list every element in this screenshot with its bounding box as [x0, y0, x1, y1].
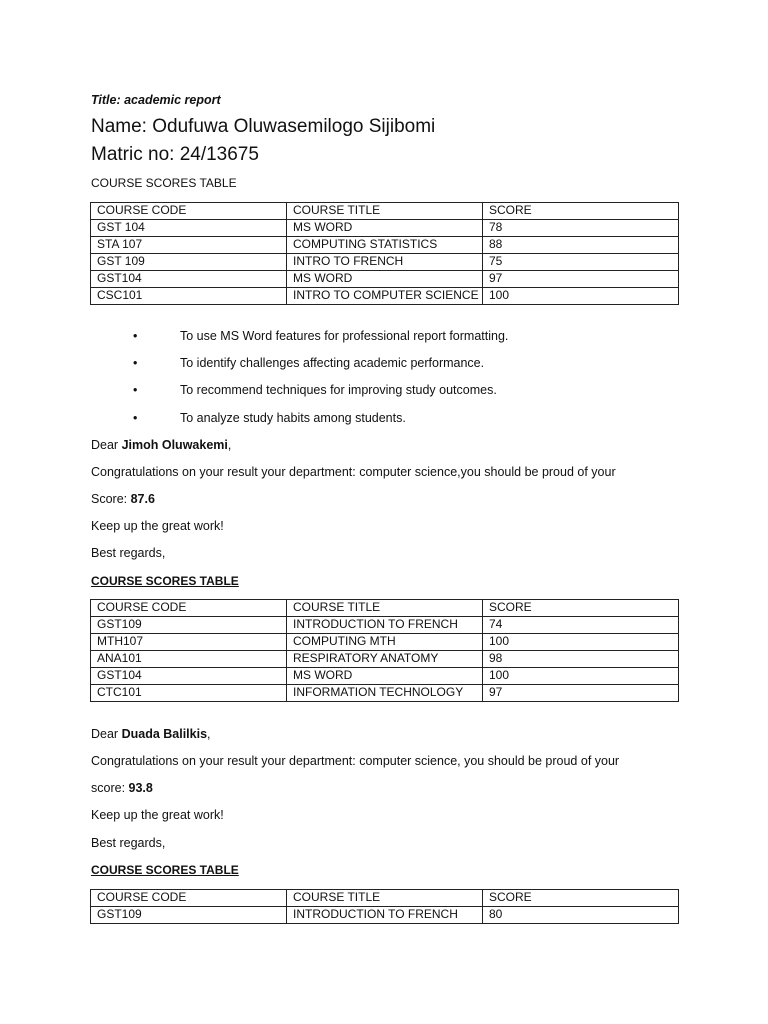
- cell-course-code: CTC101: [91, 685, 287, 702]
- table-caption: COURSE SCORES TABLE: [91, 574, 239, 588]
- cell-score: 100: [483, 634, 679, 651]
- header-course-code: COURSE CODE: [91, 600, 287, 617]
- table-row: [91, 288, 679, 305]
- cell-course-title: INFORMATION TECHNOLOGY: [287, 685, 483, 702]
- cell-course-code: GST104: [91, 271, 287, 288]
- list-item: To analyze study habits among students.: [180, 411, 406, 425]
- score-label: Score:: [91, 492, 131, 506]
- cell-course-title: INTRO TO COMPUTER SCIENCE: [287, 288, 483, 305]
- cell-course-code: GST 109: [91, 254, 287, 271]
- list-item: To use MS Word features for professional report formatting.: [180, 329, 509, 343]
- recipient-name: Duada Balilkis: [121, 727, 208, 741]
- table-row: [91, 254, 679, 271]
- score-line: [91, 781, 153, 795]
- salutation-comma: ,: [207, 727, 211, 741]
- cell-score: 97: [483, 685, 679, 702]
- header-course-code: COURSE CODE: [91, 203, 287, 220]
- cell-course-code: MTH107: [91, 634, 287, 651]
- salutation: [91, 727, 211, 741]
- cell-score: 78: [483, 220, 679, 237]
- table-caption: COURSE SCORES TABLE: [91, 176, 237, 190]
- header-course-code: COURSE CODE: [91, 890, 287, 907]
- bullet-icon: •: [133, 329, 138, 343]
- bullet-icon: •: [133, 383, 138, 397]
- cell-course-title: INTRODUCTION TO FRENCH: [287, 907, 483, 924]
- cell-course-title: MS WORD: [287, 668, 483, 685]
- cell-course-title: COMPUTING MTH: [287, 634, 483, 651]
- table-header-row: [91, 890, 679, 907]
- cell-course-title: INTRODUCTION TO FRENCH: [287, 617, 483, 634]
- cell-score: 75: [483, 254, 679, 271]
- sign-off: Best regards,: [91, 836, 166, 850]
- cell-course-code: ANA101: [91, 651, 287, 668]
- salutation-comma: ,: [227, 438, 232, 452]
- header-course-title: COURSE TITLE: [287, 203, 483, 220]
- cell-course-title: MS WORD: [287, 271, 483, 288]
- header-score: SCORE: [483, 890, 679, 907]
- document-title: Title: academic report: [91, 93, 221, 107]
- cell-score: 80: [483, 907, 679, 924]
- table-caption: COURSE SCORES TABLE: [91, 863, 239, 877]
- congratulations-text: Congratulations on your result your department: computer science, you should be proud of your: [91, 754, 620, 768]
- header-score: SCORE: [483, 203, 679, 220]
- salutation: [91, 438, 231, 452]
- table-header-row: [91, 203, 679, 220]
- header-course-title: COURSE TITLE: [287, 890, 483, 907]
- cell-course-code: GST109: [91, 617, 287, 634]
- cell-course-title: RESPIRATORY ANATOMY: [287, 651, 483, 668]
- cell-course-code: GST 104: [91, 220, 287, 237]
- table-row: [91, 634, 679, 651]
- sign-off: Best regards,: [91, 546, 166, 560]
- cell-course-code: CSC101: [91, 288, 287, 305]
- score-line: [91, 492, 155, 506]
- list-item: To identify challenges affecting academic performance.: [180, 356, 485, 370]
- recipient-name: Jimoh Oluwakemi: [121, 438, 228, 452]
- cell-course-title: INTRO TO FRENCH: [287, 254, 483, 271]
- matric-number: Matric no: 24/13675: [91, 144, 259, 165]
- table-row: [91, 271, 679, 288]
- table-row: [91, 237, 679, 254]
- course-scores-table: [90, 599, 679, 702]
- cell-score: 97: [483, 271, 679, 288]
- bullet-icon: •: [133, 411, 138, 425]
- score-value: 87.6: [130, 492, 155, 506]
- course-scores-table: [90, 889, 679, 924]
- cell-score: 100: [483, 668, 679, 685]
- cell-course-title: COMPUTING STATISTICS: [287, 237, 483, 254]
- student-name: Name: Odufuwa Oluwasemilogo Sijibomi: [91, 116, 436, 137]
- cell-score: 100: [483, 288, 679, 305]
- table-row: [91, 617, 679, 634]
- cell-course-code: GST109: [91, 907, 287, 924]
- header-course-title: COURSE TITLE: [287, 600, 483, 617]
- cell-course-title: MS WORD: [287, 220, 483, 237]
- salutation-prefix: Dear: [91, 438, 122, 452]
- header-score: SCORE: [483, 600, 679, 617]
- bullet-icon: •: [133, 356, 138, 370]
- salutation-prefix: Dear: [91, 727, 122, 741]
- cell-score: 98: [483, 651, 679, 668]
- cell-score: 88: [483, 237, 679, 254]
- table-row: [91, 685, 679, 702]
- cell-course-code: GST104: [91, 668, 287, 685]
- score-label: score:: [91, 781, 129, 795]
- cell-score: 74: [483, 617, 679, 634]
- course-scores-table: [90, 202, 679, 305]
- table-header-row: [91, 600, 679, 617]
- encouragement-text: Keep up the great work!: [91, 808, 224, 822]
- congratulations-text: Congratulations on your result your department: computer science,you should be proud of your: [91, 465, 616, 479]
- score-value: 93.8: [128, 781, 153, 795]
- list-item: To recommend techniques for improving study outcomes.: [180, 383, 497, 397]
- encouragement-text: Keep up the great work!: [91, 519, 224, 533]
- table-row: [91, 668, 679, 685]
- table-row: [91, 220, 679, 237]
- cell-course-code: STA 107: [91, 237, 287, 254]
- table-row: [91, 907, 679, 924]
- table-row: [91, 651, 679, 668]
